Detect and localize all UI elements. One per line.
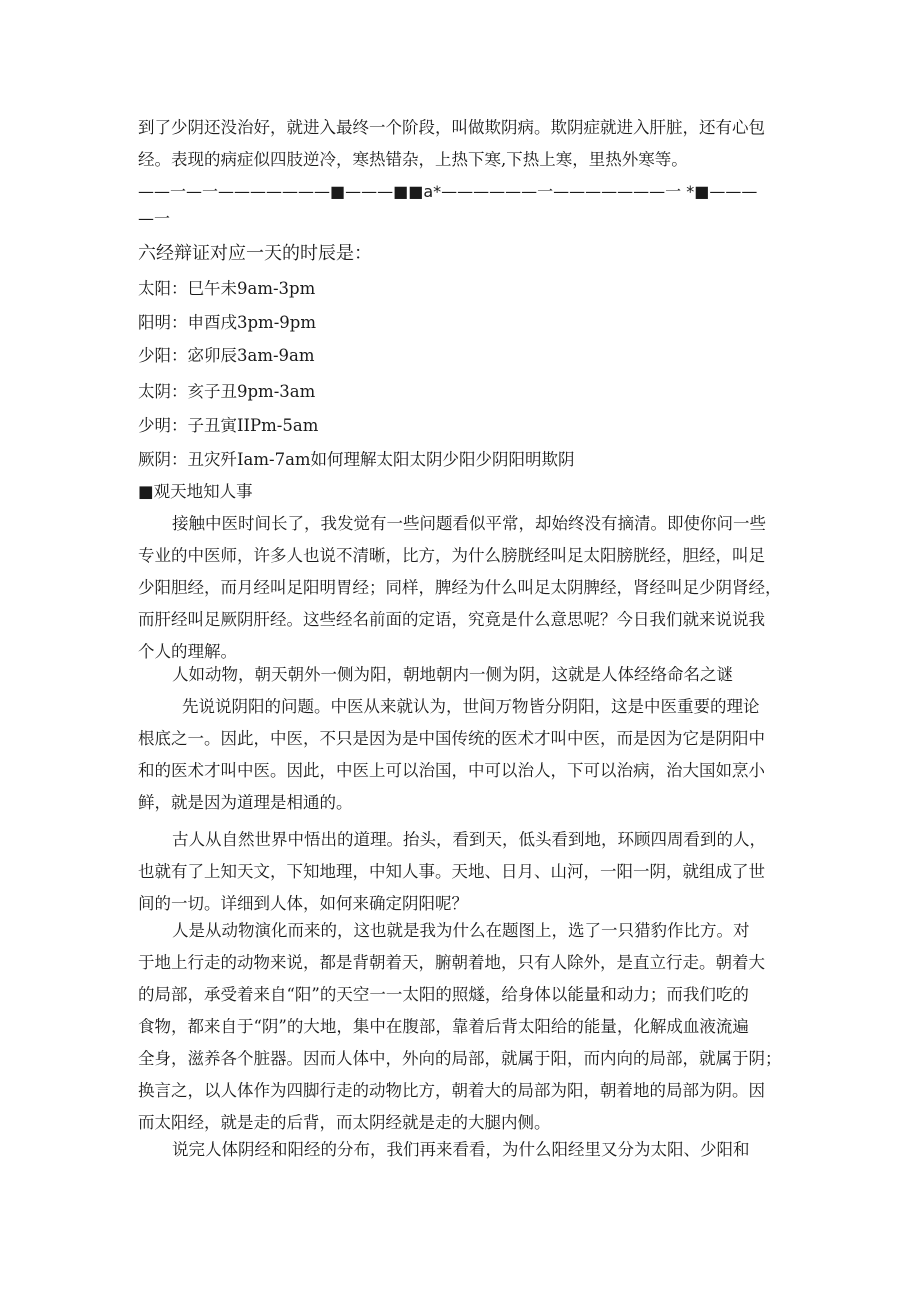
paragraph-line: 人如动物，朝天朝外一侧为阳，朝地朝内一侧为阴，这就是人体经络命名之谜 (172, 665, 733, 684)
paragraph-line: 说完人体阴经和阳经的分布，我们再来看看，为什么阳经里又分为太阳、少阳和 (172, 1140, 750, 1159)
paragraph-line: 接触中医时间长了，我发觉有一些问题看似平常，却始终没有摘清。即使你问一些 (172, 514, 766, 533)
paragraph-line: 根底之一。因此，中医，不只是因为是中国传统的医术才叫中医，而是因为它是阴阳中 (138, 729, 765, 748)
paragraph-line: 间的一切。详细到人体，如何来确定阴阳呢？ (138, 894, 468, 913)
time-entry: 少明：子丑寅IIPm-5am (138, 416, 319, 435)
paragraph-line: 全身，滋养各个脏器。因而人体中，外向的局部，就属于阳，而内向的局部，就属于阴； (138, 1049, 782, 1068)
text-line: 到了少阴还没治好，就进入最终一个阶段，叫做欺阴病。欺阴症就进入肝脏，还有心包 (138, 118, 765, 137)
separator-line: ——一—一———————■———■■a*——————一———————一 *■——— (138, 182, 758, 201)
paragraph-line: 于地上行走的动物来说，都是背朝着天，腑朝着地，只有人除外，是直立行走。朝着大 (138, 953, 765, 972)
paragraph-line: 古人从自然世界中悟出的道理。抬头，看到天，低头看到地，环顾四周看到的人， (172, 830, 766, 849)
separator-line: —一 (138, 209, 171, 228)
text-line: 经。表现的病症似四肢逆冷，寒热错杂，上热下寒,下热上寒，里热外寒等。 (138, 150, 688, 169)
section-heading: 六经辩证对应一天的时辰是： (138, 243, 372, 264)
paragraph-line: 鲜，就是因为道理是相通的。 (138, 793, 353, 812)
paragraph-line: 先说说阴阳的问题。中医从来就认为，世间万物皆分阴阳，这是中医重要的理论 (182, 697, 760, 716)
time-entry: 太阳：巳午未9am-3pm (138, 279, 316, 298)
paragraph-line: 换言之，以人体作为四脚行走的动物比方，朝着大的局部为阳，朝着地的局部为阴。因 (138, 1081, 765, 1100)
paragraph-line: 而肝经叫足厥阴肝经。这些经名前面的定语，究竟是什么意思呢？今日我们就来说说我 (138, 610, 765, 629)
paragraph-line: 个人的理解。 (138, 642, 237, 661)
paragraph-line: 也就有了上知天文，下知地理，中知人事。天地、日月、山河，一阳一阴，就组成了世 (138, 862, 765, 881)
subheading: ■观天地知人事 (138, 482, 253, 501)
paragraph-line: 人是从动物演化而来的，这也就是我为什么在题图上，选了一只猎豹作比方。对 (172, 921, 750, 940)
time-entry: 厥阴：丑灾歼Iam-7am如何理解太阳太阴少阳少阴阳明欺阴 (138, 450, 575, 469)
paragraph-line: 食物，都来自于“阴”的大地，集中在腹部，靠着后背太阳给的能量，化解成血液流遍 (138, 1017, 749, 1036)
paragraph-line: 和的医术才叫中医。因此，中医上可以治国，中可以治人，下可以治病，治大国如烹小 (138, 761, 765, 780)
time-entry: 太阴：亥子丑9pm-3am (138, 382, 316, 401)
paragraph-line: 少阳胆经，而月经叫足阳明胃经；同样，脾经为什么叫足太阴脾经，肾经叫足少阴肾经， (138, 578, 782, 597)
paragraph-line: 的局部，承受着来自“阳”的天空一一太阳的照燧，给身体以能量和动力；而我们吃的 (138, 985, 749, 1004)
time-entry: 少阳：宓卯辰3am-9am (138, 346, 315, 365)
paragraph-line: 专业的中医师，许多人也说不清晰，比方，为什么膀胱经叫足太阳膀胱经，胆经，叫足 (138, 546, 765, 565)
time-entry: 阳明：申酉戌3pm-9pm (138, 313, 316, 332)
paragraph-line: 而太阳经，就是走的后背，而太阴经就是走的大腿内侧。 (138, 1113, 551, 1132)
